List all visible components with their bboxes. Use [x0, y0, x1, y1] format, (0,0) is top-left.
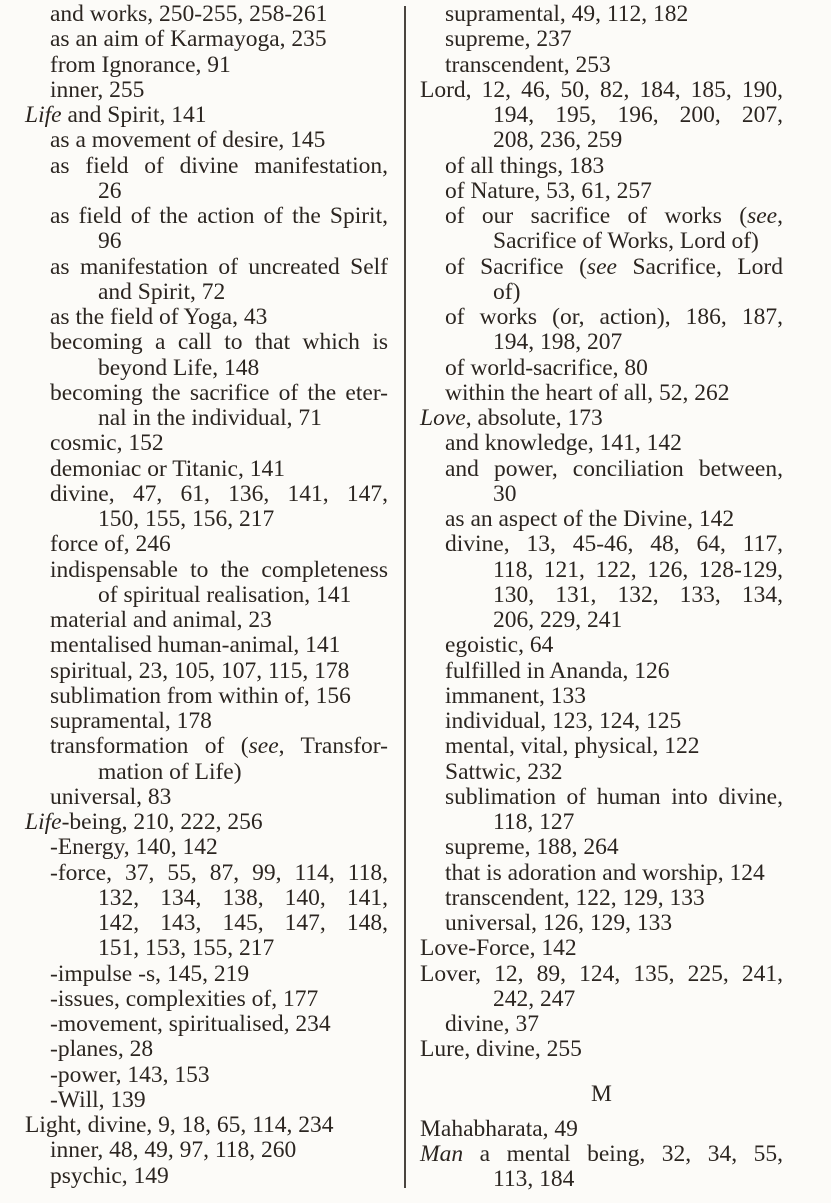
index-subentry	[445, 507, 783, 532]
index-subentry	[445, 861, 783, 886]
index-entry-continuation	[98, 179, 388, 204]
index-entry-continuation	[493, 482, 783, 507]
entry-text: of our sacrifice of works (	[445, 203, 748, 229]
entry-text: of works (or, action), 186, 187,	[445, 304, 783, 330]
index-subentry	[445, 27, 783, 52]
index-subentry	[50, 381, 388, 406]
entry-text: sublimation from within of, 156	[50, 682, 351, 709]
entry-text: Love-Force, 142	[420, 935, 577, 962]
entry-text: universal, 83	[50, 783, 172, 810]
index-subentry	[50, 2, 388, 27]
index-subentry	[445, 204, 783, 229]
entry-text: of Sacrifice (	[445, 253, 587, 280]
entry-text: M	[591, 1080, 612, 1107]
index-entry	[420, 1117, 783, 1142]
entry-text: 118, 121, 122, 126, 128-129,	[493, 556, 783, 583]
index-subentry	[50, 154, 388, 179]
index-entry-continuation	[98, 406, 388, 431]
entry-text: -force, 37, 55, 87, 99, 114, 118,	[50, 859, 388, 886]
index-entry	[420, 936, 783, 961]
entry-text: universal, 126, 129, 133	[445, 910, 673, 936]
entry-text: Lure, divine, 255	[420, 1036, 582, 1063]
index-subentry	[445, 532, 783, 557]
index-column-right	[420, 2, 783, 1193]
entry-text: as field of divine manifestation,	[50, 152, 388, 179]
index-subentry	[445, 684, 783, 709]
entry-text: transformation of (	[50, 733, 249, 760]
index-subentry	[50, 734, 388, 759]
entry-text: -planes, 28	[50, 1036, 154, 1063]
index-subentry	[50, 987, 388, 1012]
entry-text: of)	[493, 278, 521, 305]
index-subentry	[445, 457, 783, 482]
index-entry-continuation	[98, 583, 388, 608]
index-subentry	[50, 684, 388, 709]
index-subentry	[50, 835, 388, 860]
index-subentry	[445, 154, 783, 179]
index-entry	[420, 406, 783, 431]
entry-text: fulfilled in Ananda, 126	[445, 657, 670, 684]
index-subentry	[50, 709, 388, 734]
entry-text: 26	[98, 177, 122, 204]
index-subentry	[50, 1063, 388, 1088]
entry-text: 96	[98, 228, 122, 255]
entry-text: becoming the sacrifice of the eter-	[50, 379, 388, 406]
index-entry-continuation	[493, 128, 783, 153]
index-entry-continuation	[98, 760, 388, 785]
index-subentry	[445, 1012, 783, 1037]
entry-text: 150, 155, 156, 217	[98, 506, 275, 532]
entry-text: as an aspect of the Divine, 142	[445, 506, 735, 532]
index-subentry	[50, 1164, 388, 1189]
index-subentry	[50, 305, 388, 330]
index-entry-continuation	[98, 886, 388, 911]
entry-text: as manifestation of uncreated Self	[50, 253, 388, 280]
index-subentry	[445, 633, 783, 658]
entry-text: Sacrifice, Lord	[616, 253, 784, 280]
entry-text: -Energy, 140, 142	[50, 834, 218, 861]
index-entry-continuation	[493, 1167, 783, 1192]
italic-term: Man	[420, 1141, 464, 1167]
index-entry	[420, 78, 783, 103]
entry-text: nal in the individual, 71	[98, 405, 322, 431]
index-entry-continuation	[493, 330, 783, 355]
index-column-left	[25, 2, 388, 1189]
entry-text: 206, 229, 241	[493, 607, 623, 633]
entry-text: that is adoration and worship, 124	[445, 859, 765, 886]
entry-text: divine, 13, 45-46, 48, 64, 117,	[445, 531, 783, 558]
index-entry-continuation	[98, 507, 388, 532]
entry-text: Lover, 12, 89, 124, 135, 225, 241,	[420, 960, 783, 987]
index-subentry	[50, 204, 388, 229]
entry-text: , Transfor-	[278, 733, 388, 760]
entry-text: and power, conciliation between,	[445, 455, 783, 482]
index-subentry	[50, 861, 388, 886]
entry-text: supreme, 237	[445, 26, 572, 53]
entry-text: -Will, 139	[50, 1086, 146, 1113]
entry-text: supramental, 49, 112, 182	[445, 1, 689, 27]
entry-text: Lord, 12, 46, 50, 82, 184, 185, 190,	[420, 76, 783, 103]
entry-text: Sattwic, 232	[445, 758, 563, 785]
entry-text: as a movement of desire, 145	[50, 127, 326, 154]
entry-text: mental, vital, physical, 122	[445, 733, 700, 760]
entry-text: 118, 127	[493, 809, 575, 835]
entry-text: -being, 210, 222, 256	[61, 809, 263, 835]
entry-text: 194, 198, 207	[493, 329, 623, 356]
entry-text: 194, 195, 196, 200, 207,	[493, 102, 783, 128]
index-entry-continuation	[493, 583, 783, 608]
entry-text: of spiritual realisation, 141	[98, 581, 352, 608]
entry-text: mentalised human-animal, 141	[50, 632, 341, 659]
index-subentry	[50, 255, 388, 280]
entry-text: as the field of Yoga, 43	[50, 304, 268, 330]
index-entry-continuation	[98, 936, 388, 961]
entry-text: supramental, 178	[50, 708, 212, 734]
index-subentry	[50, 532, 388, 557]
entry-text: of world-sacrifice, 80	[445, 354, 648, 381]
entry-text: as an aim of Karmayoga, 235	[50, 26, 327, 53]
index-entry-continuation	[493, 280, 783, 305]
index-subentry	[50, 1012, 388, 1037]
index-subentry	[445, 709, 783, 734]
index-subentry	[50, 330, 388, 355]
italic-term: Life	[25, 809, 62, 835]
index-subentry	[445, 381, 783, 406]
index-entry-continuation	[493, 229, 783, 254]
index-subentry	[50, 558, 388, 583]
index-subentry	[50, 608, 388, 633]
column-divider	[404, 6, 406, 1188]
index-subentry	[445, 179, 783, 204]
entry-text: transcendent, 122, 129, 133	[445, 884, 705, 911]
entry-text: within the heart of all, 52, 262	[445, 379, 730, 406]
index-subentry	[50, 633, 388, 658]
entry-text: beyond Life, 148	[98, 354, 260, 381]
index-subentry	[50, 128, 388, 153]
index-subentry	[50, 53, 388, 78]
index-entry-continuation	[493, 608, 783, 633]
entry-text: 242, 247	[493, 985, 576, 1012]
index-subentry	[445, 356, 783, 381]
entry-text: 30	[493, 480, 517, 507]
entry-text: -movement, spiritualised, 234	[50, 1011, 331, 1037]
index-subentry	[445, 734, 783, 759]
entry-text: 130, 131, 132, 133, 134,	[493, 581, 783, 608]
index-subentry	[50, 431, 388, 456]
index-entry	[25, 103, 388, 128]
entry-text: inner, 48, 49, 97, 118, 260	[50, 1137, 297, 1164]
index-subentry	[445, 911, 783, 936]
index-subentry	[50, 962, 388, 987]
entry-text: and Spirit, 141	[61, 102, 207, 128]
italic-term: see	[586, 253, 617, 280]
index-subentry	[445, 760, 783, 785]
entry-text: Sacrifice of Works, Lord of)	[493, 228, 759, 255]
entry-text: divine, 47, 61, 136, 141, 147,	[50, 480, 388, 507]
entry-text: individual, 123, 124, 125	[445, 708, 682, 734]
index-subentry	[50, 785, 388, 810]
italic-term: Life	[25, 102, 62, 128]
index-entry	[420, 1142, 783, 1167]
entry-text: mation of Life)	[98, 758, 242, 785]
entry-text: and Spirit, 72	[98, 278, 226, 305]
entry-text: of all things, 183	[445, 152, 605, 179]
index-entry-continuation	[493, 103, 783, 128]
index-entry-continuation	[493, 558, 783, 583]
entry-text: supreme, 188, 264	[445, 834, 619, 861]
entry-text: demoniac or Titanic, 141	[50, 455, 285, 482]
index-entry-continuation	[98, 911, 388, 936]
index-subentry	[445, 305, 783, 330]
entry-text: divine, 37	[445, 1011, 539, 1037]
index-subentry	[50, 1088, 388, 1113]
entry-text: immanent, 133	[445, 682, 586, 709]
entry-text: indispensable to the completeness	[50, 556, 388, 583]
entry-text: Mahabharata, 49	[420, 1115, 578, 1142]
italic-term: Love	[420, 405, 466, 431]
entry-text: force of, 246	[50, 531, 171, 558]
entry-text: egoistic, 64	[445, 632, 554, 659]
index-entry-continuation	[493, 810, 783, 835]
index-subentry	[50, 457, 388, 482]
index-subentry	[445, 785, 783, 810]
italic-term: see	[747, 203, 778, 229]
entry-text: 142, 143, 145, 147, 148,	[98, 910, 388, 936]
index-subentry	[445, 835, 783, 860]
entry-text: cosmic, 152	[50, 430, 164, 457]
index-subentry	[445, 659, 783, 684]
index-subentry	[445, 53, 783, 78]
entry-text: 113, 184	[493, 1166, 575, 1193]
index-subentry	[50, 1037, 388, 1062]
entry-text: -impulse -s, 145, 219	[50, 960, 250, 987]
entry-text: ,	[777, 203, 783, 229]
entry-text: 132, 134, 138, 140, 141,	[98, 884, 388, 911]
entry-text: inner, 255	[50, 76, 145, 103]
entry-text: as field of the action of the Spirit,	[50, 203, 388, 229]
index-subentry	[445, 431, 783, 456]
index-subentry	[445, 886, 783, 911]
index-subentry	[50, 1138, 388, 1163]
index-entry	[420, 962, 783, 987]
italic-term: see	[248, 733, 279, 760]
index-subentry	[445, 2, 783, 27]
entry-text: 208, 236, 259	[493, 127, 623, 154]
index-subentry	[50, 27, 388, 52]
index-subentry	[50, 78, 388, 103]
index-subentry	[50, 482, 388, 507]
entry-text: Light, divine, 9, 18, 65, 114, 234	[25, 1112, 334, 1138]
entry-text: sublimation of human into divine,	[445, 783, 783, 810]
index-entry-continuation	[493, 987, 783, 1012]
entry-text: and works, 250-255, 258-261	[50, 1, 328, 27]
index-subentry	[445, 255, 783, 280]
index-entry	[25, 1113, 388, 1138]
entry-text: of Nature, 53, 61, 257	[445, 177, 652, 204]
entry-text: , absolute, 173	[465, 405, 603, 431]
entry-text: spiritual, 23, 105, 107, 115, 178	[50, 657, 350, 684]
entry-text: becoming a call to that which is	[50, 329, 388, 356]
entry-text: material and animal, 23	[50, 607, 272, 633]
index-subentry	[50, 659, 388, 684]
entry-text: a mental being, 32, 34, 55,	[463, 1141, 783, 1167]
index-entry	[420, 1037, 783, 1062]
entry-text: psychic, 149	[50, 1162, 169, 1189]
entry-text: -issues, complexities of, 177	[50, 985, 319, 1012]
entry-text: transcendent, 253	[445, 51, 611, 78]
entry-text: -power, 143, 153	[50, 1061, 210, 1088]
section-letter-heading	[420, 1082, 783, 1107]
index-entry-continuation	[98, 356, 388, 381]
index-entry-continuation	[98, 280, 388, 305]
index-entry	[25, 810, 388, 835]
entry-text: from Ignorance, 91	[50, 51, 231, 78]
entry-text: and knowledge, 141, 142	[445, 430, 682, 457]
entry-text: 151, 153, 155, 217	[98, 935, 275, 962]
index-entry-continuation	[98, 229, 388, 254]
